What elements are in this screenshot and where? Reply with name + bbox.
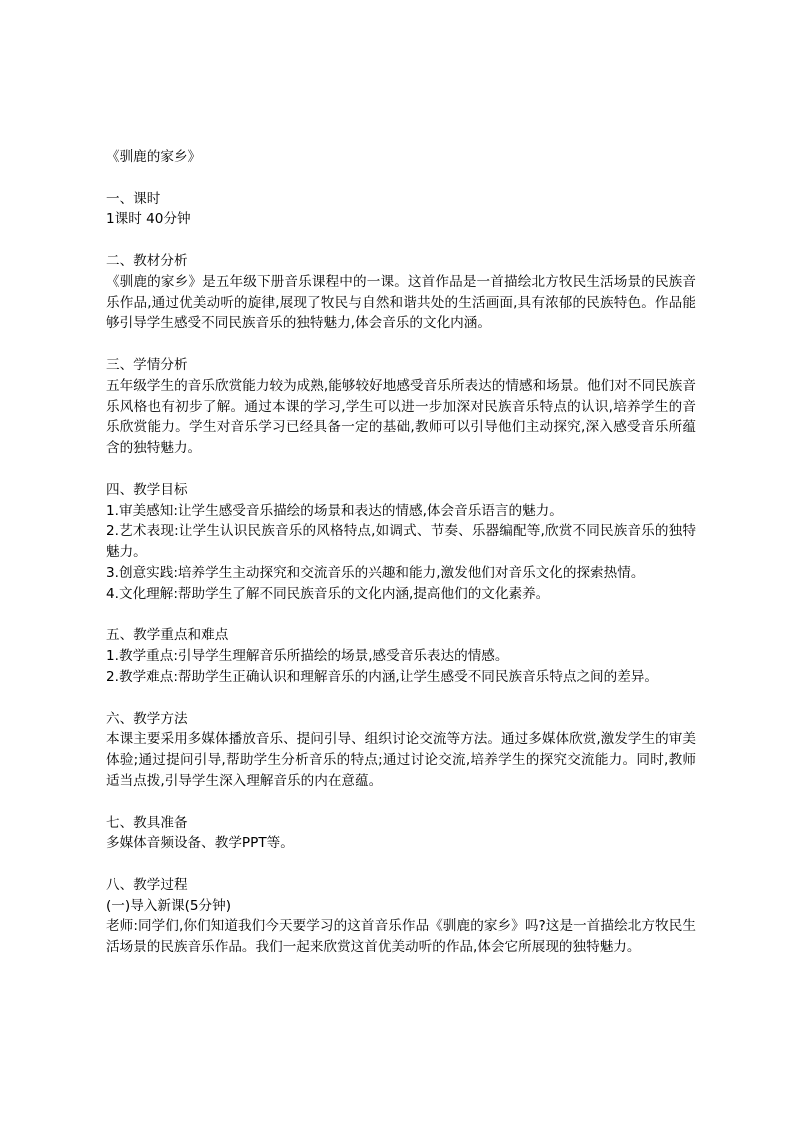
section-heading: 八、教学过程 bbox=[106, 876, 188, 893]
key-point-item: 2.教学难点:帮助学生正确认识和理解音乐的内涵,让学生感受不同民族音乐特点之间的差异。 bbox=[106, 668, 659, 685]
section-heading: 六、教学方法 bbox=[106, 710, 188, 727]
section-paragraph: 1课时 40分钟 bbox=[106, 211, 191, 228]
section-heading: 二、教材分析 bbox=[106, 252, 188, 269]
section-heading: 七、教具准备 bbox=[106, 814, 188, 831]
section-teaching-goals bbox=[106, 480, 696, 605]
document-body bbox=[106, 147, 696, 979]
section-paragraph: 五年级学生的音乐欣赏能力较为成熟,能够较好地感受音乐所表达的情感和场景。他们对不同民族音乐风格也有初步了解。通过本课的学习,学生可以进一步加深对民族音乐特点的认识,培养学生的音乐欣赏能力。学生对音乐学习已经具备一定的基础,教师可以引导他们主动探究,深入感受音乐所蕴含的独特魅力。 bbox=[106, 377, 696, 457]
goal-item: 1.审美感知:让学生感受音乐描绘的场景和表达的情感,体会音乐语言的魅力。 bbox=[106, 502, 563, 519]
section-paragraph: 老师:同学们,你们知道我们今天要学习的这首音乐作品《驯鹿的家乡》吗?这是一首描绘北方牧民生活场景的民族音乐作品。我们一起来欣赏这首优美动听的作品,体会它所展现的独特魅力。 bbox=[106, 918, 696, 956]
goal-item: 2.艺术表现:让学生认识民族音乐的风格特点,如调式、节奏、乐器编配等,欣赏不同民族音乐的独特魅力。 bbox=[106, 523, 696, 561]
section-paragraph: 多媒体音频设备、教学PPT等。 bbox=[106, 835, 294, 852]
section-key-points bbox=[106, 625, 696, 687]
section-material-analysis bbox=[106, 251, 696, 334]
section-paragraph: 本课主要采用多媒体播放音乐、提问引导、组织讨论交流等方法。通过多媒体欣赏,激发学生的审美体验;通过提问引导,帮助学生分析音乐的特点;通过讨论交流,培养学生的探究交流能力。同时,教师适当点拨,引导学生深入理解音乐的内在意蕴。 bbox=[106, 731, 696, 789]
section-student-analysis bbox=[106, 355, 696, 459]
goal-item: 4.文化理解:帮助学生了解不同民族音乐的文化内涵,提高他们的文化素养。 bbox=[106, 585, 550, 602]
section-teaching-aids bbox=[106, 813, 696, 855]
section-paragraph: 《驯鹿的家乡》是五年级下册音乐课程中的一课。这首作品是一首描绘北方牧民生活场景的民族音乐作品,通过优美动听的旋律,展现了牧民与自然和谐共处的生活画面,具有浓郁的民族特色。作品能够引导学生感受不同民族音乐的独特魅力,体会音乐的文化内涵。 bbox=[106, 273, 696, 332]
subsection-heading: (一)导入新课(5分钟) bbox=[106, 897, 232, 914]
section-class-hours bbox=[106, 189, 696, 231]
goal-item: 3.创意实践:培养学生主动探究和交流音乐的兴趣和能力,激发他们对音乐文化的探索热情。 bbox=[106, 564, 645, 581]
section-teaching-methods bbox=[106, 709, 696, 792]
section-heading: 四、教学目标 bbox=[106, 481, 188, 498]
document-title: 《驯鹿的家乡》 bbox=[106, 149, 202, 165]
section-teaching-process bbox=[106, 875, 696, 958]
section-heading: 一、课时 bbox=[106, 190, 161, 207]
key-point-item: 1.教学重点:引导学生理解音乐所描绘的场景,感受音乐表达的情感。 bbox=[106, 648, 509, 665]
section-heading: 三、学情分析 bbox=[106, 356, 188, 373]
section-heading: 五、教学重点和难点 bbox=[106, 627, 229, 644]
